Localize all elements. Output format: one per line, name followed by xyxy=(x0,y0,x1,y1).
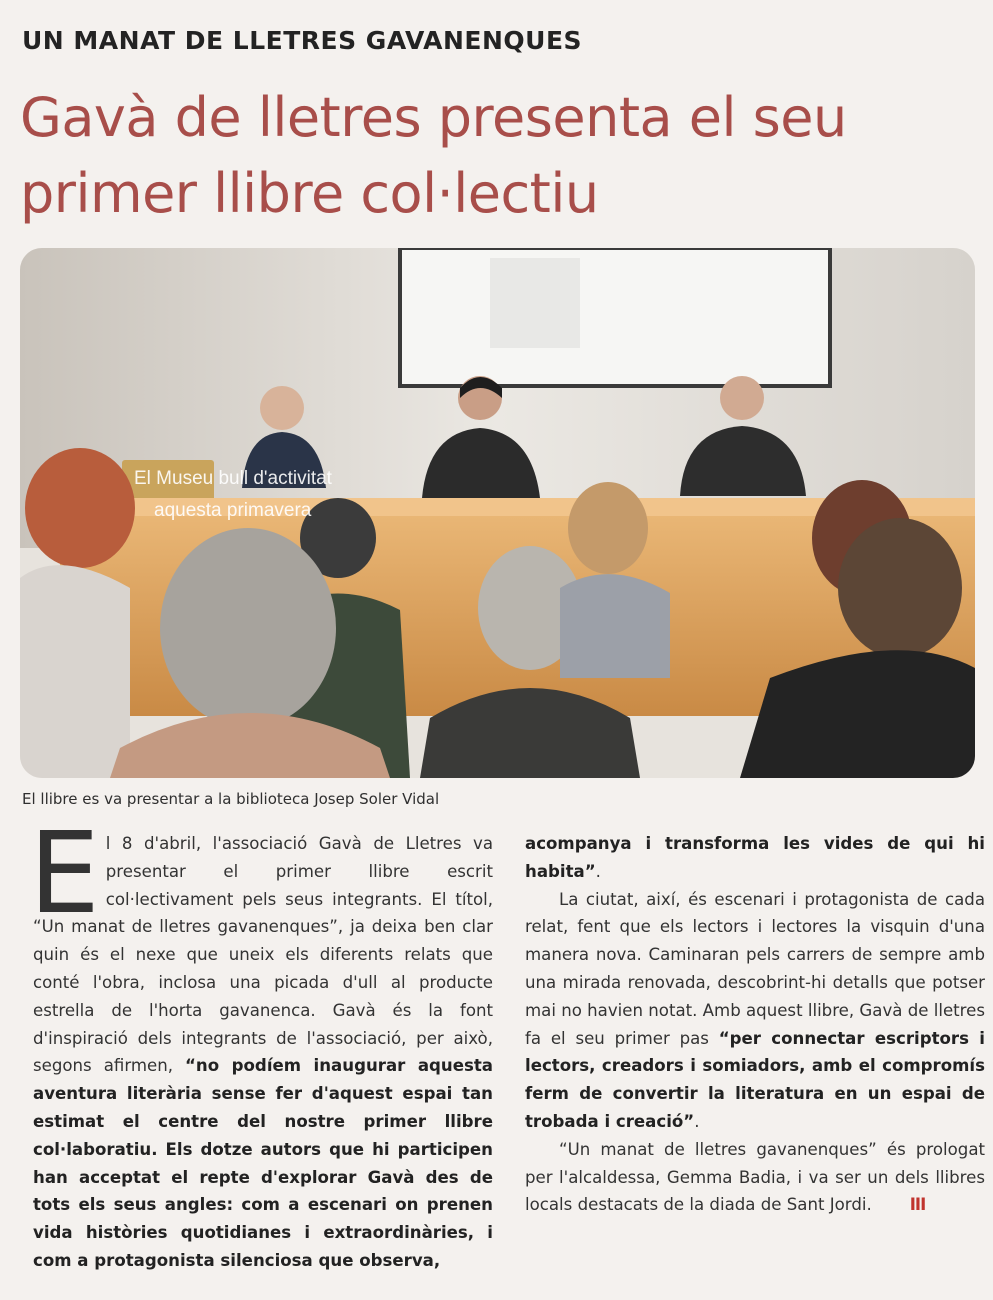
section-kicker: UN MANAT DE LLETRES GAVANENQUES xyxy=(22,26,583,55)
paragraph-1-continued xyxy=(525,830,985,886)
drop-cap: E xyxy=(29,809,100,939)
photo-caption: El llibre es va presentar a la biblioteca Josep Soler Vidal xyxy=(22,790,440,808)
paragraph-1-quote: “no podíem inaugurar aquesta aventura literària sense fer d'aquest espai tan estimat el centre del nostre primer llibre col·laboratiu. Els dotze autors que hi participen han acceptat el repte d'explorar Gavà des de tots els seus angles: com a escenari on prenen vida històries quotidianes i extraordinàries, i com a protagonista silenciosa que observa, xyxy=(33,1056,493,1270)
paragraph-1-quote: acompanya i transforma les vides de qui hi habita” xyxy=(525,834,985,881)
paragraph-1-text: l 8 d'abril, l'associació Gavà de Lletres va presentar el primer llibre escrit col·lectivament pels seus integrants. El títol, “Un manat de lletres gavanenques”, ja deixa ben clar quin és el nexe que uneix els diferents relats que conté l'obra, inclosa una picada d'ull al producte estrella de l'horta gavanenca. Gavà és la font d'inspiració dels integrants de l'associació, per això, segons afirmen, xyxy=(33,834,493,1076)
paragraph-1-text: . xyxy=(595,861,601,881)
paragraph-3-text: “Un manat de lletres gavanenques” és prologat per l'alcaldessa, Gemma Badia, i va ser un dels llibres locals destacats de la diada de Sant Jordi. xyxy=(525,1139,985,1215)
paragraph-2-end: . xyxy=(694,1111,700,1131)
paragraph-2 xyxy=(525,886,985,1136)
article-column-left xyxy=(29,809,493,1275)
photo-overlay-line1: El Museu bull d'activitat xyxy=(134,468,332,489)
paragraph-2-quote: “per connectar escriptors i lectors, creadors i somiadors, amb el compromís ferm de convertir la literatura en un espai de trobada i creació” xyxy=(525,1028,985,1131)
photo-overlay-line2: aquesta primavera xyxy=(154,500,312,521)
article-photo xyxy=(20,248,975,778)
paragraph-1 xyxy=(29,809,493,1275)
paragraph-2-text: La ciutat, així, és escenari i protagonista de cada relat, fent que els lectors i lectores la visquin d'una manera nova. Caminaran pels carrers de sempre amb una mirada renovada, descobrint-hi detalls que potser mai no havien notat. Amb aquest llibre, Gavà de lletres fa el seu primer pas xyxy=(525,889,985,1048)
end-mark-icon: III xyxy=(909,1195,926,1215)
article-headline: Gavà de lletres presenta el seu primer llibre col·lectiu xyxy=(20,86,847,225)
article-column-right xyxy=(525,830,985,1219)
paragraph-3 xyxy=(525,1136,985,1219)
